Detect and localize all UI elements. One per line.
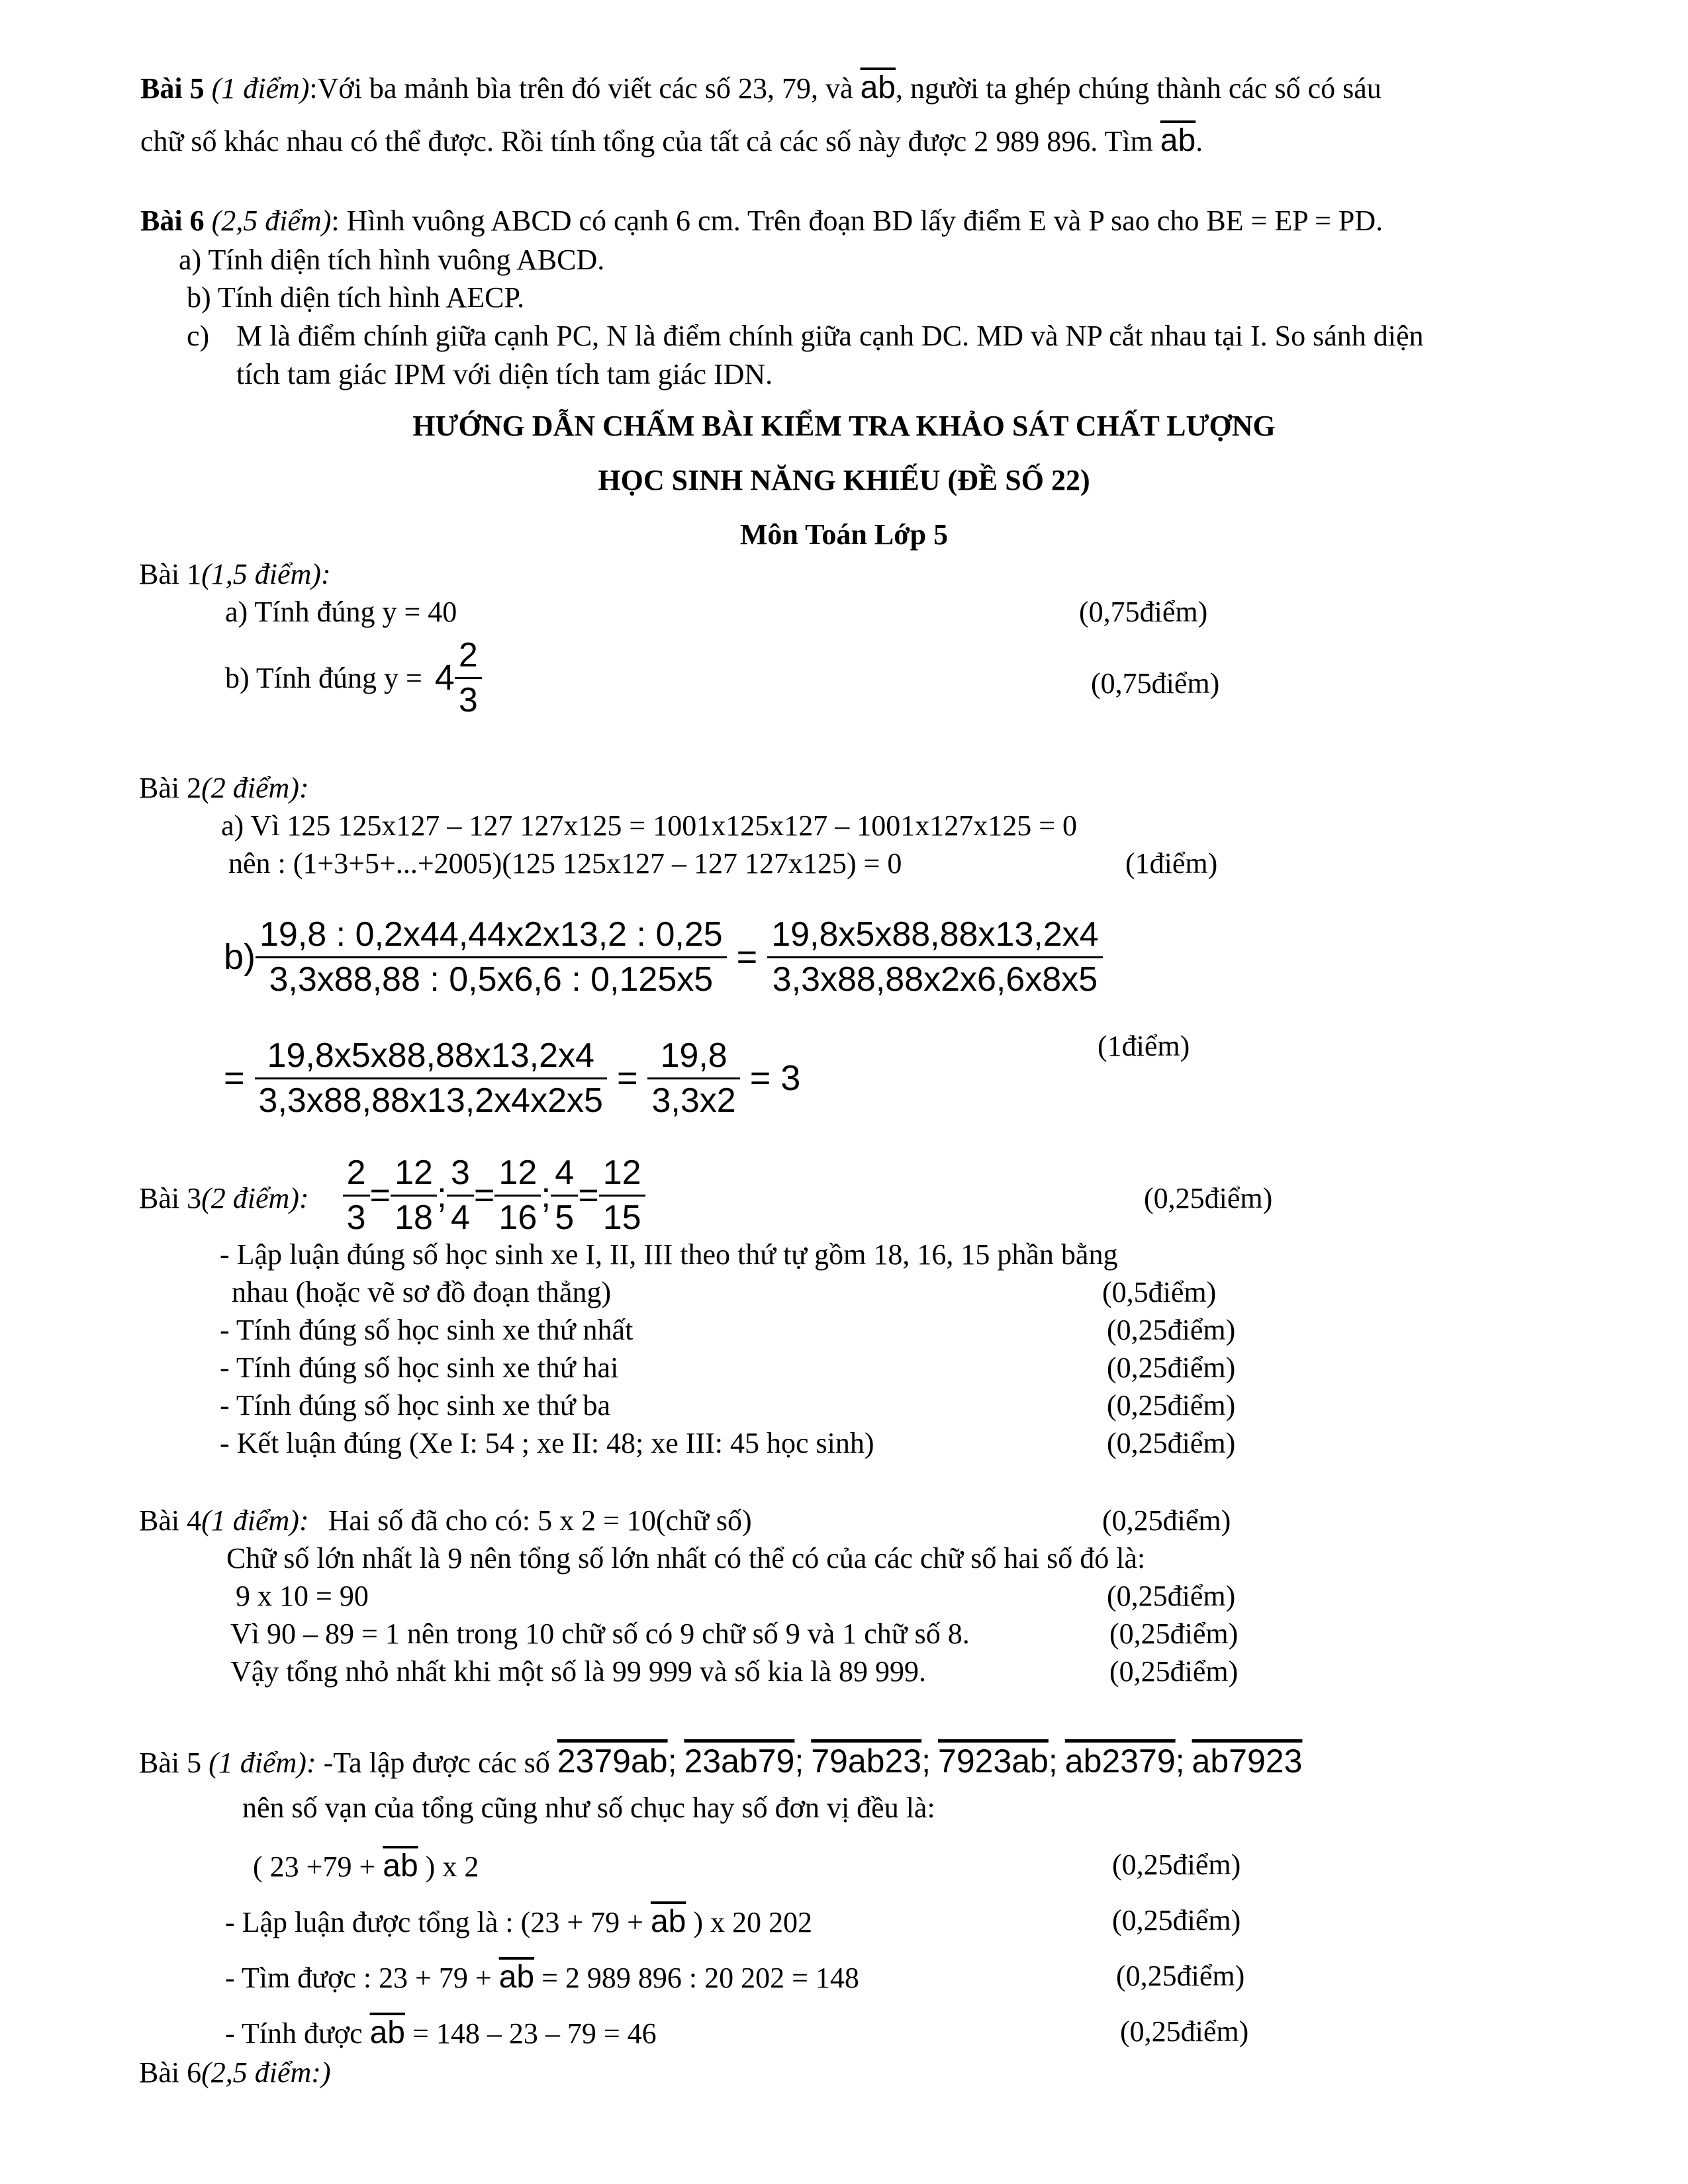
ans5-l3 — [253, 1846, 479, 1886]
ans1-title: Bài 1 — [139, 558, 202, 590]
ans3-l3: - Tính đúng số học sinh xe thứ nhất — [220, 1314, 633, 1346]
ans3-l2-points: (0,5điểm) — [1102, 1276, 1217, 1308]
ans1-header — [139, 556, 331, 592]
fraction-denominator: 16 — [494, 1195, 541, 1240]
ans5-header — [139, 1741, 1302, 1782]
ans5-l5a: - Tìm được : 23 + 79 + — [225, 1962, 492, 1994]
ans1-a: a) Tính đúng y = 40 — [225, 596, 457, 628]
ans5-title: Bài 5 — [139, 1747, 202, 1779]
ans5-l4-points: (0,25điểm) — [1112, 1904, 1241, 1936]
exam-b5-line1 — [140, 68, 1382, 108]
ans2-a1: a) Vì 125 125x127 – 127 127x125 = 1001x125x127 – 1001x127x125 = 0 — [221, 809, 1078, 842]
fraction — [551, 1152, 578, 1240]
fraction-numerator: 19,8x5x88,88x13,2x4 — [771, 915, 1099, 954]
ans5-l3a: ( 23 +79 + — [253, 1850, 376, 1883]
ans3-l5-points: (0,25điểm) — [1107, 1389, 1236, 1422]
fraction-denominator: 3,3x88,88x2x6,6x8x5 — [767, 956, 1102, 1001]
ans4-title: Bài 4 — [139, 1504, 202, 1537]
exam-b6-points: (2,5 điểm) — [211, 205, 332, 237]
ans3-fraction-chain: $\frac{2}{3}$ = $\frac{12}{18}$ ; $\frac{3}{4}$ = $\frac{12}{16}$ ; $\frac{4}{5}$ = $\frac{12}{15}$ — [343, 1173, 645, 1213]
separator: ; — [921, 1743, 931, 1780]
ans4-l5-points: (0,25điểm) — [1109, 1655, 1239, 1688]
ans5-l6-points: (0,25điểm) — [1120, 2015, 1249, 2048]
ans5-l3-points: (0,25điểm) — [1112, 1848, 1241, 1881]
exam-b6-title: Bài 6 — [140, 205, 205, 237]
exam-b6-c2: tích tam giác IPM với diện tích tam giác IDN. — [236, 358, 773, 390]
overlined-number: 23ab79 — [684, 1743, 795, 1780]
ans5-l1: -Ta lập được các số — [323, 1747, 550, 1779]
ans6-points: (2,5 điểm:) — [201, 2056, 331, 2089]
ans6-title: Bài 6 — [139, 2056, 202, 2089]
ans3-header — [139, 1152, 645, 1240]
separator: ; — [667, 1743, 677, 1780]
ans5-l6 — [225, 2013, 657, 2053]
fraction-numerator: 4 — [555, 1154, 575, 1192]
separator: ; — [1048, 1743, 1058, 1780]
fraction-numerator: 19,8x5x88,88x13,2x4 — [267, 1036, 594, 1075]
exam-b6-c1: M là điểm chính giữa cạnh PC, N là điểm chính giữa cạnh DC. MD và NP cắt nhau tại I. So sánh diện — [236, 320, 1424, 352]
ans3-l6-points: (0,25điểm) — [1107, 1427, 1236, 1459]
exam-b5-points: (1 điểm) — [211, 72, 310, 105]
fraction-numerator: 3 — [450, 1154, 470, 1192]
fraction-numerator: 19,8 — [660, 1036, 727, 1075]
ans2-fraction-1 — [256, 913, 727, 1001]
ans5-l4 — [225, 1902, 812, 1942]
fraction — [343, 1152, 370, 1240]
ans5-l5-points: (0,25điểm) — [1116, 1960, 1245, 1992]
ans2-title: Bài 2 — [139, 772, 202, 804]
heading-title-1: HƯỚNG DẪN CHẤM BÀI KIỂM TRA KHẢO SÁT CHẤT LƯỢNG — [412, 410, 1276, 442]
ans5-l3b: ) x 2 — [425, 1850, 479, 1883]
ans1-b — [225, 634, 482, 722]
ans5-l2: nên số vạn của tổng cũng như số chục hay số đơn vị đều là: — [242, 1792, 935, 1824]
exam-b6-b: b) Tính diện tích hình AECP. — [187, 281, 525, 314]
ab-overline-symbol: $\overline{ab}$ — [383, 1848, 418, 1884]
ans2-points: (2 điểm): — [201, 772, 309, 804]
fraction-numerator: 2 — [458, 636, 478, 674]
ans4-l4-points: (0,25điểm) — [1109, 1617, 1239, 1650]
ans2-header — [139, 770, 309, 806]
ans3-l6: - Kết luận đúng (Xe I: 54 ; xe II: 48; xe III: 45 học sinh) — [220, 1427, 874, 1459]
ab-overline-symbol: $\overline{ab}$ — [1160, 123, 1196, 158]
fraction-denominator: 3,3x88,88 : 0,5x6,6 : 0,125x5 — [256, 956, 727, 1001]
fraction-numerator: 12 — [498, 1154, 538, 1192]
exam-b5-line2: chữ số khác nhau có thể được. Rồi tính tổng của tất cả các số này được 2 989 896. Tìm $\overline{ab}$. — [140, 123, 1203, 158]
fraction-numerator: 12 — [602, 1154, 641, 1192]
ans1-b-text: b) Tính đúng y = — [225, 662, 422, 694]
exam-b5-title: Bài 5 — [140, 72, 205, 105]
fraction-denominator: 18 — [391, 1195, 437, 1240]
ab-overline-symbol: $\overline{ab}$ — [498, 1960, 535, 1995]
ans3-title: Bài 3 — [139, 1182, 202, 1215]
ans2-b-label: b) — [224, 936, 256, 977]
overlined-number: 7923ab — [938, 1743, 1049, 1780]
ans2-fraction-4 — [647, 1034, 739, 1122]
ans4-l5: Vậy tổng nhỏ nhất khi một số là 99 999 và số kia là 89 999. — [230, 1655, 926, 1688]
fraction — [599, 1152, 645, 1240]
ans1-a-points: (0,75điểm) — [1079, 596, 1208, 628]
ans3-l4: - Tính đúng số học sinh xe thứ hai — [220, 1351, 619, 1384]
ans4-l1: Hai số đã cho có: 5 x 2 = 10(chữ số) — [328, 1504, 752, 1537]
separator: ; — [794, 1743, 804, 1780]
fraction-denominator: 3 — [455, 677, 482, 722]
ab-overline-symbol: $\overline{ab}$ — [650, 1904, 686, 1939]
overlined-number: 79ab23 — [811, 1743, 922, 1780]
ans3-l3-points: (0,25điểm) — [1107, 1314, 1236, 1346]
fraction-numerator: 12 — [395, 1154, 433, 1192]
ans4-l3: 9 x 10 = 90 — [236, 1580, 369, 1612]
ans2-b-expression-1: b) $\frac{19,8 : 0,2x44,44x2x13,2 : 0,25}{3,3x88,88 : 0,5x6,6 : 0,125x5}$ = $\frac{19,8x5x88,88x13,2x4}{3,3x88,88x2x6,6x8x5}$ — [224, 913, 1103, 1001]
ans4-header — [139, 1502, 752, 1539]
fraction-denominator: 3 — [343, 1195, 370, 1240]
fraction-denominator: 5 — [551, 1195, 578, 1240]
fraction — [391, 1152, 437, 1240]
exam-b5-text2: , người ta ghép chúng thành các số có sáu — [895, 72, 1382, 105]
ans5-l4b: ) x 20 202 — [693, 1906, 812, 1938]
ans5-points: (1 điểm): — [209, 1747, 316, 1779]
fraction-numerator: 19,8 : 0,2x44,44x2x13,2 : 0,25 — [259, 915, 723, 954]
fraction-numerator: 2 — [346, 1154, 366, 1192]
ab-overline-symbol: $\overline{ab}$ — [860, 70, 896, 105]
heading-title-2: HỌC SINH NĂNG KHIẾU (ĐỀ SỐ 22) — [598, 464, 1090, 496]
mixed-number-whole: 4 — [434, 657, 455, 698]
ans2-result: 3 — [780, 1058, 801, 1098]
ans6-header — [139, 2054, 331, 2091]
overlined-number: 2379ab — [557, 1743, 668, 1780]
exam-b6-text1: : Hình vuông ABCD có cạnh 6 cm. Trên đoạn BD lấy điểm E và P sao cho BE = EP = PD. — [331, 205, 1383, 237]
fraction-denominator: 3,3x2 — [647, 1077, 739, 1122]
ans5-l5b: = 2 989 896 : 20 202 = 148 — [541, 1962, 859, 1994]
ans3-points: (2 điểm): — [201, 1182, 309, 1215]
exam-b6-line1 — [140, 203, 1383, 239]
ans4-l2: Chữ số lớn nhất là 9 nên tổng số lớn nhất có thể có của các chữ số hai số đó là: — [226, 1542, 1146, 1574]
ans2-fraction-3 — [255, 1034, 607, 1122]
ans5-l4a: - Lập luận được tổng là : (23 + 79 + — [225, 1906, 643, 1938]
ans2-fraction-2 — [767, 913, 1102, 1001]
ans2-b-expression-2: = $\frac{19,8x5x88,88x13,2x4}{3,3x88,88x13,2x4x2x5}$ = $\frac{19,8}{3,3x2}$ = 3 — [224, 1034, 800, 1122]
ans3-l1: - Lập luận đúng số học sinh xe I, II, III theo thứ tự gồm 18, 16, 15 phần bằng — [220, 1238, 1118, 1271]
exam-b5-text1: :Với ba mảnh bìa trên đó viết các số 23, 79, và — [309, 72, 853, 105]
ans2-b-points: (1điểm) — [1098, 1030, 1190, 1062]
ans3-l4-points: (0,25điểm) — [1107, 1351, 1236, 1384]
ans4-l3-points: (0,25điểm) — [1107, 1580, 1236, 1612]
separator: ; — [1175, 1743, 1185, 1780]
ans3-fraction-points: (0,25điểm) — [1144, 1182, 1273, 1214]
ans3-l5: - Tính đúng số học sinh xe thứ ba — [220, 1389, 611, 1422]
ans5-l6b: = 148 – 23 – 79 = 46 — [412, 2017, 657, 2050]
ans4-points: (1 điểm): — [201, 1504, 309, 1537]
ans5-l6a: - Tính được — [225, 2017, 363, 2050]
ab-overline-symbol: $\overline{ab}$ — [369, 2015, 405, 2050]
ans2-a2: nên : (1+3+5+...+2005)(125 125x127 – 127 127x125) = 0 — [228, 847, 902, 880]
exam-b5-text3: chữ số khác nhau có thể được. Rồi tính tổng của tất cả các số này được 2 989 896. Tìm — [140, 125, 1153, 158]
heading-subject: Môn Toán Lớp 5 — [739, 518, 949, 551]
ans1-points: (1,5 điểm): — [201, 558, 331, 590]
fraction-denominator: 15 — [599, 1195, 645, 1240]
overlined-number: ab7923 — [1192, 1743, 1303, 1780]
exam-b6-c-label: c) — [187, 320, 210, 352]
overlined-number: ab2379 — [1064, 1743, 1176, 1780]
ans3-l2: nhau (hoặc vẽ sơ đồ đoạn thẳng) — [232, 1276, 612, 1308]
fraction-denominator: 4 — [447, 1195, 474, 1240]
fraction — [447, 1152, 474, 1240]
exam-b6-a: a) Tính diện tích hình vuông ABCD. — [179, 244, 605, 276]
ans4-l1-points: (0,25điểm) — [1102, 1504, 1231, 1537]
fraction-denominator: 3,3x88,88x13,2x4x2x5 — [255, 1077, 607, 1122]
ans2-a-points: (1điểm) — [1125, 847, 1218, 880]
ans5-l5 — [225, 1958, 859, 1997]
ans4-l4: Vì 90 – 89 = 1 nên trong 10 chữ số có 9 chữ số 9 và 1 chữ số 8. — [230, 1617, 970, 1650]
fraction — [494, 1152, 541, 1240]
ans1-b-points: (0,75điểm) — [1091, 667, 1220, 700]
mixed-number-fraction — [455, 634, 482, 722]
